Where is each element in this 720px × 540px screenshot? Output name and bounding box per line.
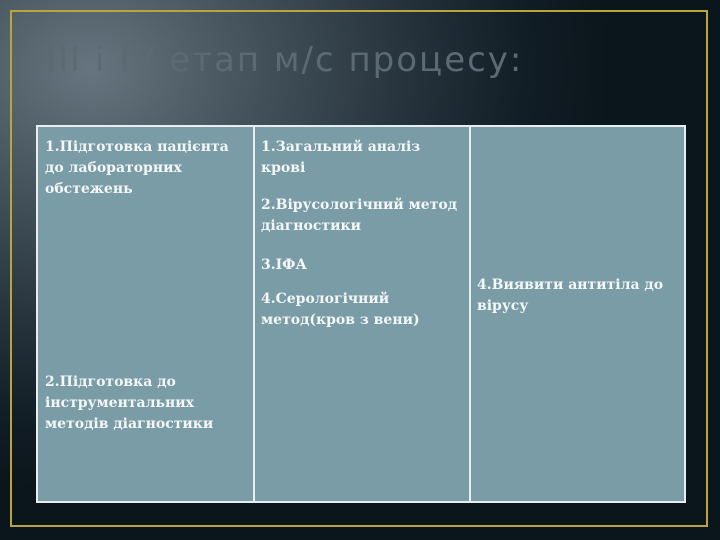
slide-title: ІІІ і ІV етап м/с процесу: — [46, 40, 524, 80]
col2-item-1: 1.Загальний аналіз крові — [261, 139, 421, 176]
col2-item-4: 4.Серологічний метод(кров з вени) — [261, 291, 420, 328]
col1-item-1: 1.Підготовка пацієнта до лабораторних обстежень — [45, 139, 229, 197]
table-column-goals — [471, 127, 684, 501]
col3-item-4: 4.Виявити антитіла до вірусу — [477, 277, 664, 314]
col2-item-3: 3.ІФА — [261, 257, 307, 273]
table-column-preparation — [38, 127, 255, 501]
col2-item-2: 2.Вірусологічний метод діагностики — [261, 197, 458, 234]
col1-item-2: 2.Підготовка до інструментальних методів діагностики — [45, 374, 214, 432]
content-table — [36, 125, 686, 503]
table-column-methods — [255, 127, 471, 501]
